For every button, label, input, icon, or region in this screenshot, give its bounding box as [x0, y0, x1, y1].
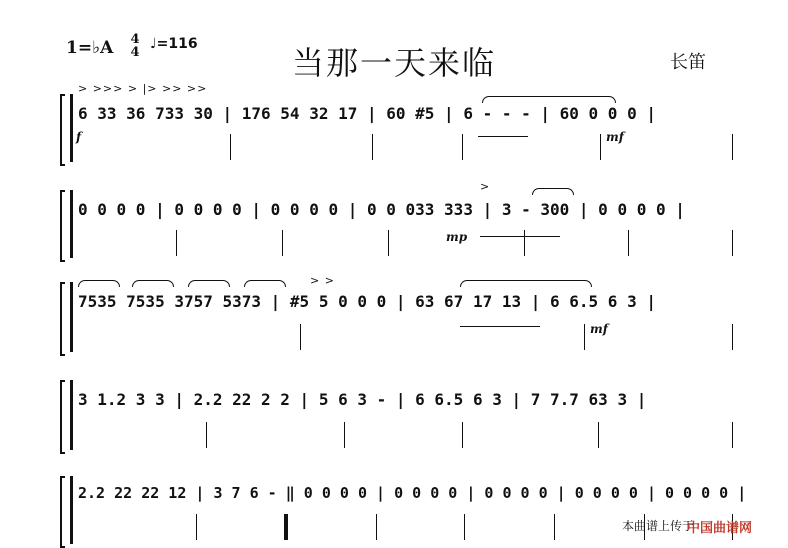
barline: [372, 134, 373, 160]
key-signature: 1=♭A: [66, 38, 114, 58]
upload-note: 本曲谱上传于: [621, 519, 694, 533]
dynamic-marking-mp: mp: [446, 230, 468, 244]
system-start-barline: [70, 282, 73, 352]
barline: [462, 134, 463, 160]
barline: [464, 514, 465, 540]
system-bracket: [60, 94, 65, 166]
notation-line: 0 0 0 0 | 0 0 0 0 | 0 0 0 0 | 0 0 033 333 | 3 - 300 | 0 0 0 0 |: [78, 200, 685, 219]
dynamic-marking-mf: mf: [606, 130, 624, 144]
tempo-marking: ♩=116: [150, 36, 198, 52]
barline: [584, 324, 585, 350]
barline: [628, 230, 629, 256]
tie-arc: [532, 188, 574, 195]
barline: [598, 422, 599, 448]
system-start-barline: [70, 476, 73, 544]
barline: [554, 514, 555, 540]
notation-line: 3 1.2 3 3 | 2.2 22 2 2 | 5 6 3 - | 6 6.5 6 3 | 7 7.7 63 3 |: [78, 390, 647, 409]
barline: [230, 134, 231, 160]
accent-marks: > >: [310, 274, 335, 287]
barline: [388, 230, 389, 256]
staff-system-4: [60, 368, 750, 458]
barline: [462, 422, 463, 448]
staff-system-3: [60, 270, 750, 360]
accent-marks: >: [480, 180, 491, 193]
barline: [176, 230, 177, 256]
score-title: 当那一天来临: [292, 44, 497, 82]
system-start-barline: [70, 380, 73, 450]
system-bracket: [60, 380, 65, 454]
site-logo[interactable]: 中国曲谱网: [686, 521, 752, 536]
double-barline: [284, 514, 288, 540]
tie-arc: [78, 280, 120, 287]
barline: [206, 422, 207, 448]
system-bracket: [60, 282, 65, 356]
dynamic-marking-mf: mf: [590, 322, 608, 336]
system-start-barline: [70, 190, 73, 258]
barline: [376, 514, 377, 540]
system-start-barline: [70, 94, 73, 162]
barline: [600, 134, 601, 160]
barline: [732, 230, 733, 256]
notation-line: 7535 7535 3757 5373 | #5 5 0 0 0 | 63 67 17 13 | 6 6.5 6 3 |: [78, 292, 656, 311]
notation-line: 6 33 36 733 30 | 176 54 32 17 | 60 #5 | 6 - - - | 60 0 0 0 |: [78, 104, 656, 123]
accent-marks: > >>> > |> >> >>: [78, 82, 208, 95]
barline: [732, 324, 733, 350]
system-bracket: [60, 190, 65, 262]
notation-line: 2.2 22 22 12 | 3 7 6 - ‖ 0 0 0 0 | 0 0 0 0 | 0 0 0 0 | 0 0 0 0 | 0 0 0 0 |: [78, 484, 747, 502]
barline: [732, 134, 733, 160]
instrument-label: 长笛: [670, 52, 706, 73]
decrescendo-hairpin: [478, 136, 528, 137]
barline: [344, 422, 345, 448]
staff-system-1: [60, 80, 750, 170]
time-signature-bottom: 4: [130, 45, 140, 60]
crescendo-hairpin: [460, 326, 540, 327]
tie-arc: [132, 280, 174, 287]
tie-arc: [244, 280, 286, 287]
barline: [524, 230, 525, 256]
time-signature: [128, 33, 142, 59]
time-signature-top: 4: [130, 32, 140, 47]
system-bracket: [60, 476, 65, 548]
tie-arc: [482, 96, 616, 103]
dynamic-marking-f: f: [76, 130, 82, 144]
barline: [282, 230, 283, 256]
crescendo-hairpin: [480, 236, 560, 237]
barline: [196, 514, 197, 540]
barline: [732, 422, 733, 448]
tie-arc: [188, 280, 230, 287]
barline: [300, 324, 301, 350]
staff-system-2: [60, 180, 750, 260]
tie-arc: [460, 280, 592, 287]
